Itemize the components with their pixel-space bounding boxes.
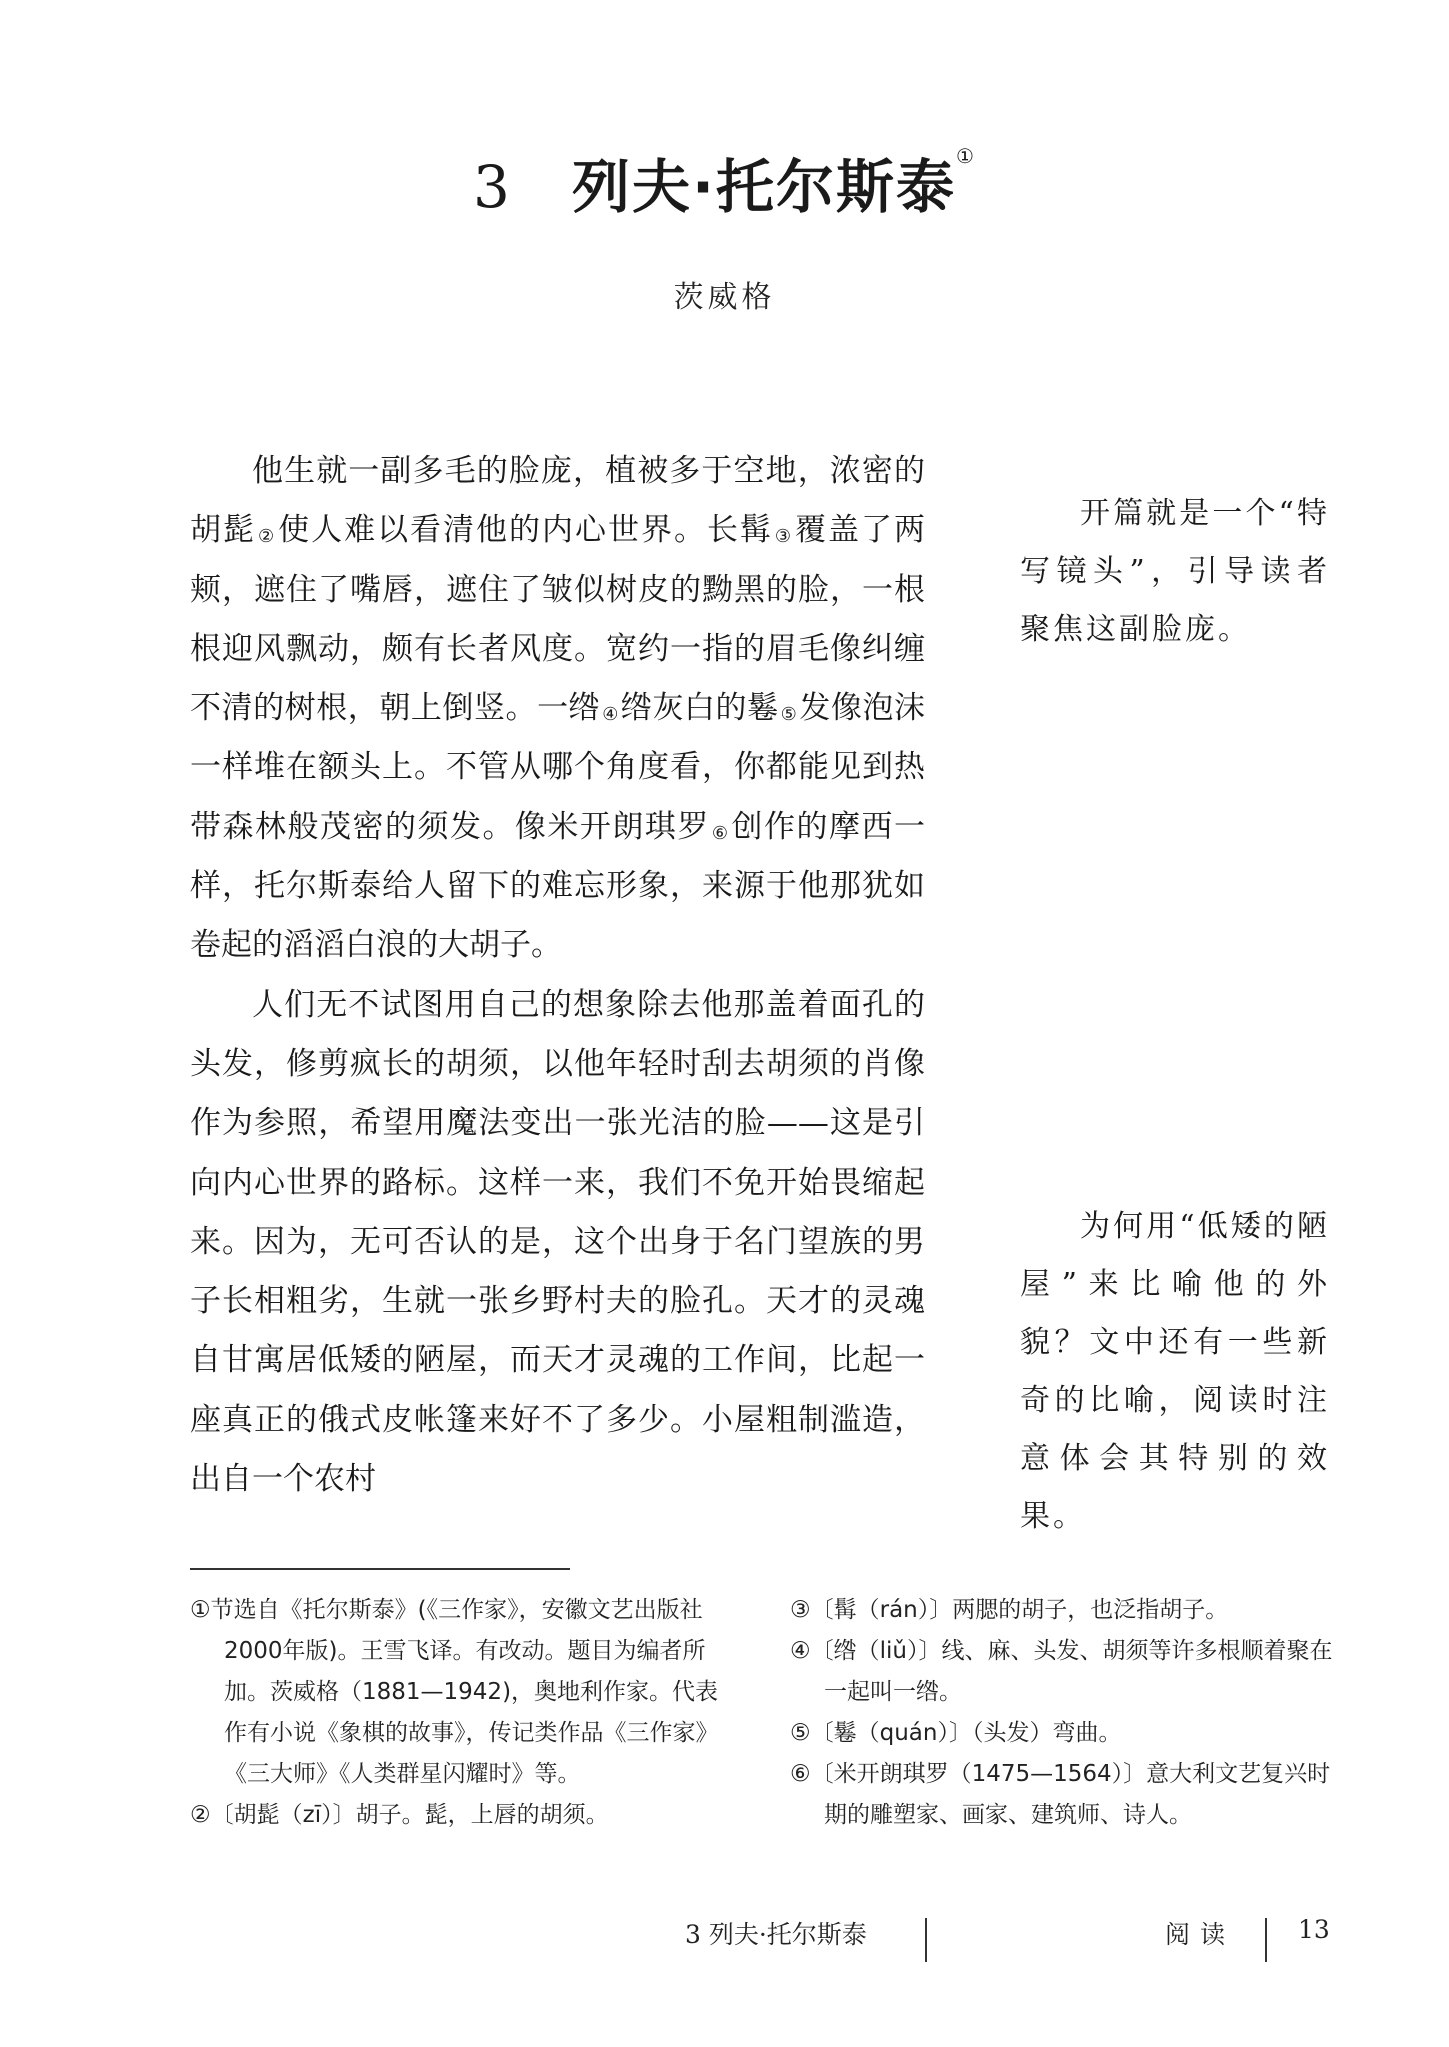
side-note-1 bbox=[1020, 485, 1330, 659]
footnotes-left bbox=[190, 1590, 730, 1836]
footnote-6: ⑥〔米开朗琪罗（1475—1564）〕意大利文艺复兴时期的雕塑家、画家、建筑师、诗人。 bbox=[790, 1761, 1331, 1828]
author: 茨威格 bbox=[673, 280, 776, 315]
text-run: 发像泡沫一样堆在额头上。不管从哪个角度看，你都能见到热带森林般茂密的须发。像米开朗琪罗 bbox=[190, 690, 926, 845]
footer-lesson-title: 3 列夫·托尔斯泰 bbox=[685, 1920, 867, 1949]
title-footnote-mark[interactable]: ① bbox=[956, 144, 976, 168]
footnote-ref-2[interactable]: ② bbox=[257, 526, 277, 548]
footer-section-label: 阅读 bbox=[1165, 1920, 1236, 1949]
footnote-4: ④〔绺（liǔ）〕线、麻、头发、胡须等许多根顺着聚在一起叫一绺。 bbox=[790, 1638, 1333, 1705]
footer-divider bbox=[1265, 1918, 1267, 1962]
main-text bbox=[190, 442, 925, 1509]
footnote-3: ③〔髯（rán）〕两腮的胡子，也泛指胡子。 bbox=[790, 1597, 1229, 1623]
paragraph-2: 人们无不试图用自己的想象除去他那盖着面孔的头发，修剪疯长的胡须，以他年轻时刮去胡须的肖像作为参照，希望用魔法变出一张光洁的脸——这是引向内心世界的路标。这样一来，我们不免开始畏缩起来。因为，无可否认的是，这个出身于名门望族的男子长相粗劣，生就一张乡野村夫的脸孔。天才的灵魂自甘寓居低矮的陋屋，而天才灵魂的工作间，比起一座真正的俄式皮帐篷来好不了多少。小屋粗制滥造，出自一个农村 bbox=[190, 986, 925, 1498]
side-note-text: 开篇就是一个“特写镜头”，引导读者聚焦这副脸庞。 bbox=[1020, 496, 1330, 647]
lesson-title bbox=[0, 140, 1449, 224]
footnotes-right bbox=[790, 1590, 1335, 1836]
text-run: 绺灰白的鬈 bbox=[620, 690, 779, 727]
footer-divider bbox=[925, 1918, 927, 1962]
footnote-ref-6[interactable]: ⑥ bbox=[711, 822, 730, 844]
lesson-title-text: 列夫·托尔斯泰 bbox=[571, 153, 956, 221]
lesson-number: 3 bbox=[473, 153, 512, 221]
text-run: 创作的摩西一样，托尔斯泰给人留下的难忘形象，来源于他那犹如卷起的滔滔白浪的大胡子。 bbox=[190, 808, 926, 964]
footnote-ref-3[interactable]: ③ bbox=[774, 526, 794, 548]
paragraph-1 bbox=[190, 442, 925, 976]
footnote-5: ⑤〔鬈（quán）〕（头发）弯曲。 bbox=[790, 1720, 1122, 1746]
side-note-text: 为何用“低矮的陋屋”来比喻他的外貌？文中还有一些新奇的比喻，阅读时注意体会其特别的效果。 bbox=[1020, 1209, 1330, 1534]
footnote-2: ②〔胡髭（zī）〕胡子。髭，上唇的胡须。 bbox=[190, 1802, 609, 1828]
footnote-ref-4[interactable]: ④ bbox=[602, 704, 619, 726]
page-number: 13 bbox=[1298, 1915, 1330, 1944]
text-run: 覆盖了两颊，遮住了嘴唇，遮住了皱似树皮的黝黑的脸，一根根迎风飘动，颇有长者风度。宽约一指的眉毛像纠缠不清的树根，朝上倒竖。一绺 bbox=[190, 512, 926, 727]
text-run: 使人难以看清他的内心世界。长髯 bbox=[278, 512, 773, 549]
footnote-divider bbox=[190, 1568, 570, 1570]
footnote-ref-5[interactable]: ⑤ bbox=[780, 704, 798, 726]
side-note-2 bbox=[1020, 1198, 1330, 1546]
text-run: 他生就一副多毛的脸庞，植被多于空地，浓密的胡髭 bbox=[190, 453, 925, 549]
footnote-1: ①节选自《托尔斯泰》(《三作家》，安徽文艺出版社2000年版)。王雪飞译。有改动。题目为编者所加。茨威格（1881—1942)，奥地利作家。代表作有小说《象棋的故事》，传记类作品《三作家》《三大师》《人类群星闪耀时》等。 bbox=[190, 1597, 719, 1787]
